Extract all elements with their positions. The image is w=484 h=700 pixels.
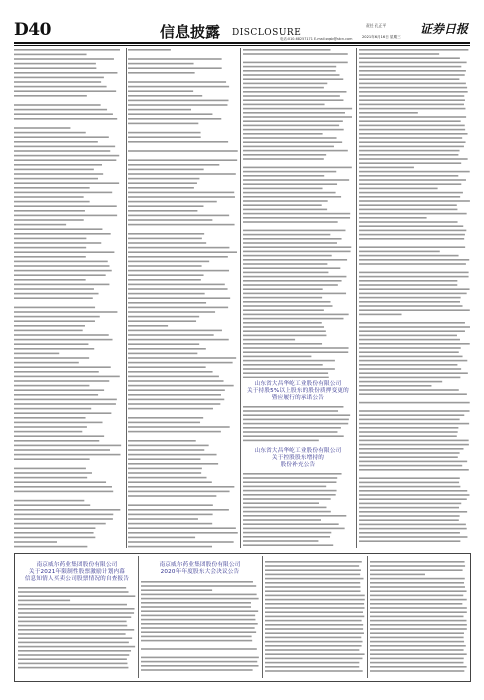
column-3-text <box>243 48 353 378</box>
notice-title-shandong-1: 山东省大昌华屹工业股份有限公司 关于持股5%以上股东的股份质押变更的 暨应履行的承诺公告 <box>247 381 349 401</box>
bottom-column-3 <box>265 560 365 676</box>
bottom-column-2-text <box>141 580 259 676</box>
section-title: 信息披露 <box>160 23 221 41</box>
masthead-rule <box>14 42 470 44</box>
bottom-column-4 <box>370 560 467 676</box>
notice-title-shandong-2: 山东省大昌华屹工业股份有限公司 关于控股股东增持的 股份补充公告 <box>254 448 342 468</box>
column-3 <box>243 48 353 378</box>
column-divider <box>367 556 368 678</box>
column-3-bottom <box>243 472 353 548</box>
column-1 <box>14 48 124 548</box>
column-3-lower <box>243 405 353 445</box>
page-number: D40 <box>14 20 51 40</box>
column-3-bottom-text <box>243 472 353 548</box>
date-line: 2021年6月16日 星期三 <box>362 35 401 39</box>
bottom-column-1-text <box>18 586 136 676</box>
notice-title-nanjing-1: 南京威尔药业集团股份有限公司 关于2021年限制性股票激励计划内幕 信息知情人买卖公司股票情况的自查报告 <box>24 562 130 582</box>
bottom-column-3-text <box>265 560 365 676</box>
column-divider <box>356 48 357 548</box>
editor-line: 责任 孔正平 <box>366 23 387 28</box>
paper-logo: 证券日报 <box>420 22 469 36</box>
column-4-text <box>359 48 470 548</box>
column-divider <box>262 556 263 678</box>
contact-line: 电话:010-68257171 E-mail:zqsb@stcn.com <box>280 37 353 41</box>
section-title-en: DISCLOSURE <box>232 28 302 38</box>
bottom-column-2 <box>141 580 259 676</box>
column-2-text <box>128 48 238 548</box>
bottom-column-1 <box>18 586 136 676</box>
notice-title-nanjing-2: 南京威尔药业集团股份有限公司 2020年年度股东大会决议公告 <box>159 562 241 575</box>
column-4 <box>359 48 470 548</box>
column-2 <box>128 48 238 548</box>
column-divider <box>240 48 241 548</box>
column-3-lower-text <box>243 405 353 445</box>
column-divider <box>138 556 139 678</box>
column-1-text <box>14 48 124 548</box>
bottom-column-4-text <box>370 560 467 676</box>
column-divider <box>126 48 127 548</box>
masthead-rule-thin <box>14 45 470 46</box>
